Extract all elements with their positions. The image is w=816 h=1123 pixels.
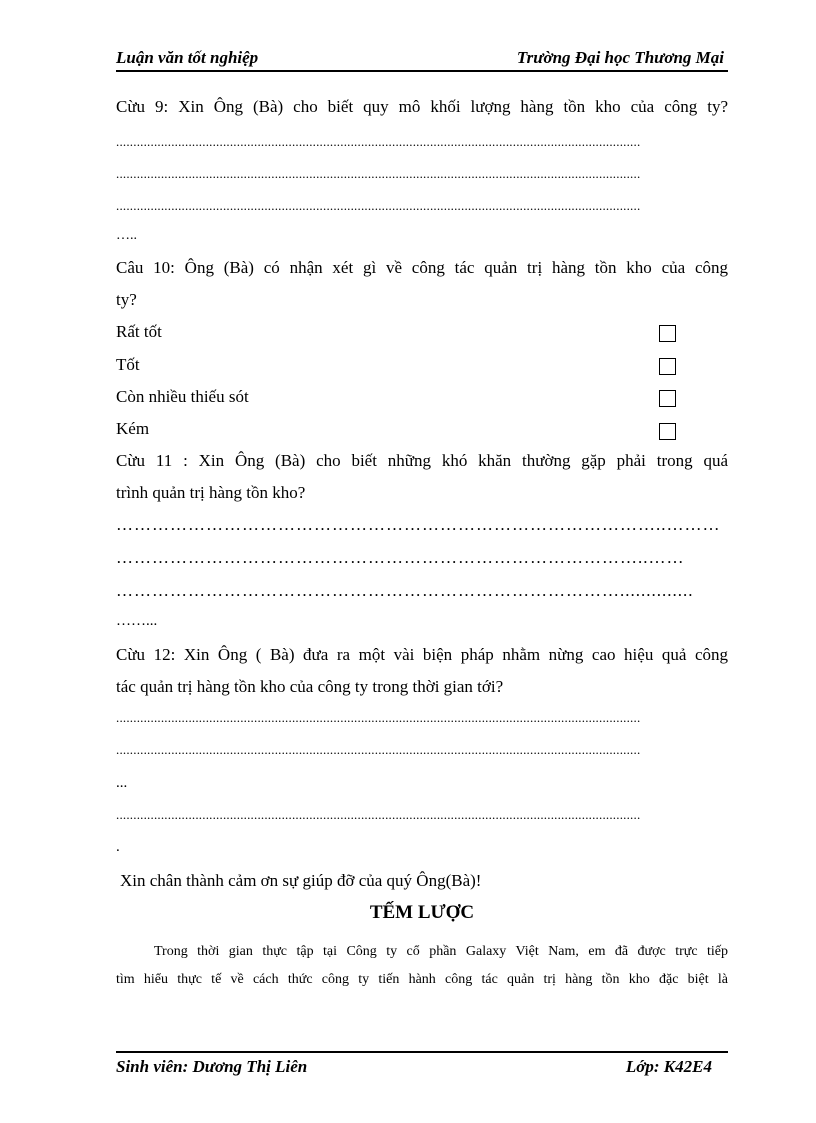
paragraph-line: Trong thời gian thực tập tại Công ty cổ phần Galaxy Việt Nam, em đã được trực tiếp [154,944,728,959]
option-checkbox-con-nhieu-thieu-sot[interactable] [659,390,676,407]
option-checkbox-kem[interactable] [659,423,676,440]
option-checkbox-tot[interactable] [659,358,676,375]
footer-class: Lớp: K42E4 [625,1057,712,1076]
answer-line-end: . [116,839,120,855]
option-label: Kém [116,419,150,438]
answer-line: ………………………………………………………………………………..……… [116,515,721,534]
option-label: Rất tốt [116,322,162,341]
question-9: Cừu 9: Xin Ông (Bà) cho biết quy mô khối lượng hàng tồn kho của công ty? [116,97,728,116]
option-label: Còn nhiều thiếu sót [116,387,249,406]
question-10-line2: ty? [116,290,137,309]
answer-line-end: ……... [116,613,158,629]
answer-line: ........................................................................................................................................................ [116,134,641,149]
answer-line: ……………………………………………………………………………..…… [116,548,685,567]
answer-line: ........................................................................................................................................................ [116,710,641,725]
header-thesis-title: Luận văn tốt nghiệp [116,48,259,67]
option-checkbox-rat-tot[interactable] [659,325,676,342]
question-11-line1: Cừu 11 : Xin Ông (Bà) cho biết những khó khăn thường gặp phải trong quá [116,451,728,470]
section-title: TẾM LƯỢC [369,902,475,923]
answer-line: ... [116,775,128,791]
paragraph-line: tìm hiểu thực tế về cách thức công ty tiến hành công tác quản trị hàng tồn kho đặc biệt là [116,972,728,987]
question-10-line1: Câu 10: Ông (Bà) có nhận xét gì về công tác quản trị hàng tồn kho của công [116,258,728,277]
thanks-note: Xin chân thành cảm ơn sự giúp đỡ của quý Ông(Bà)! [120,871,482,890]
header-university: Trường Đại học Thương Mại [516,48,724,67]
question-12-line2: tác quản trị hàng tồn kho của công ty trong thời gian tới? [116,677,504,696]
answer-line: ........................................................................................................................................................ [116,807,641,822]
answer-line: ………………………………………………………………………….............. [116,581,694,600]
answer-line: ........................................................................................................................................................ [116,742,641,757]
answer-line: ........................................................................................................................................................ [116,198,641,213]
page-footer [116,1051,728,1081]
footer-student: Sinh viên: Dương Thị Liên [116,1057,308,1076]
question-11-line2: trình quản trị hàng tồn kho? [116,483,306,502]
page-header [116,48,728,72]
answer-line-end: ….. [116,228,137,243]
answer-line: ........................................................................................................................................................ [116,166,641,181]
option-label: Tốt [116,355,140,374]
question-12-line1: Cừu 12: Xin Ông ( Bà) đưa ra một vài biện pháp nhằm nừng cao hiệu quả công [116,645,728,664]
